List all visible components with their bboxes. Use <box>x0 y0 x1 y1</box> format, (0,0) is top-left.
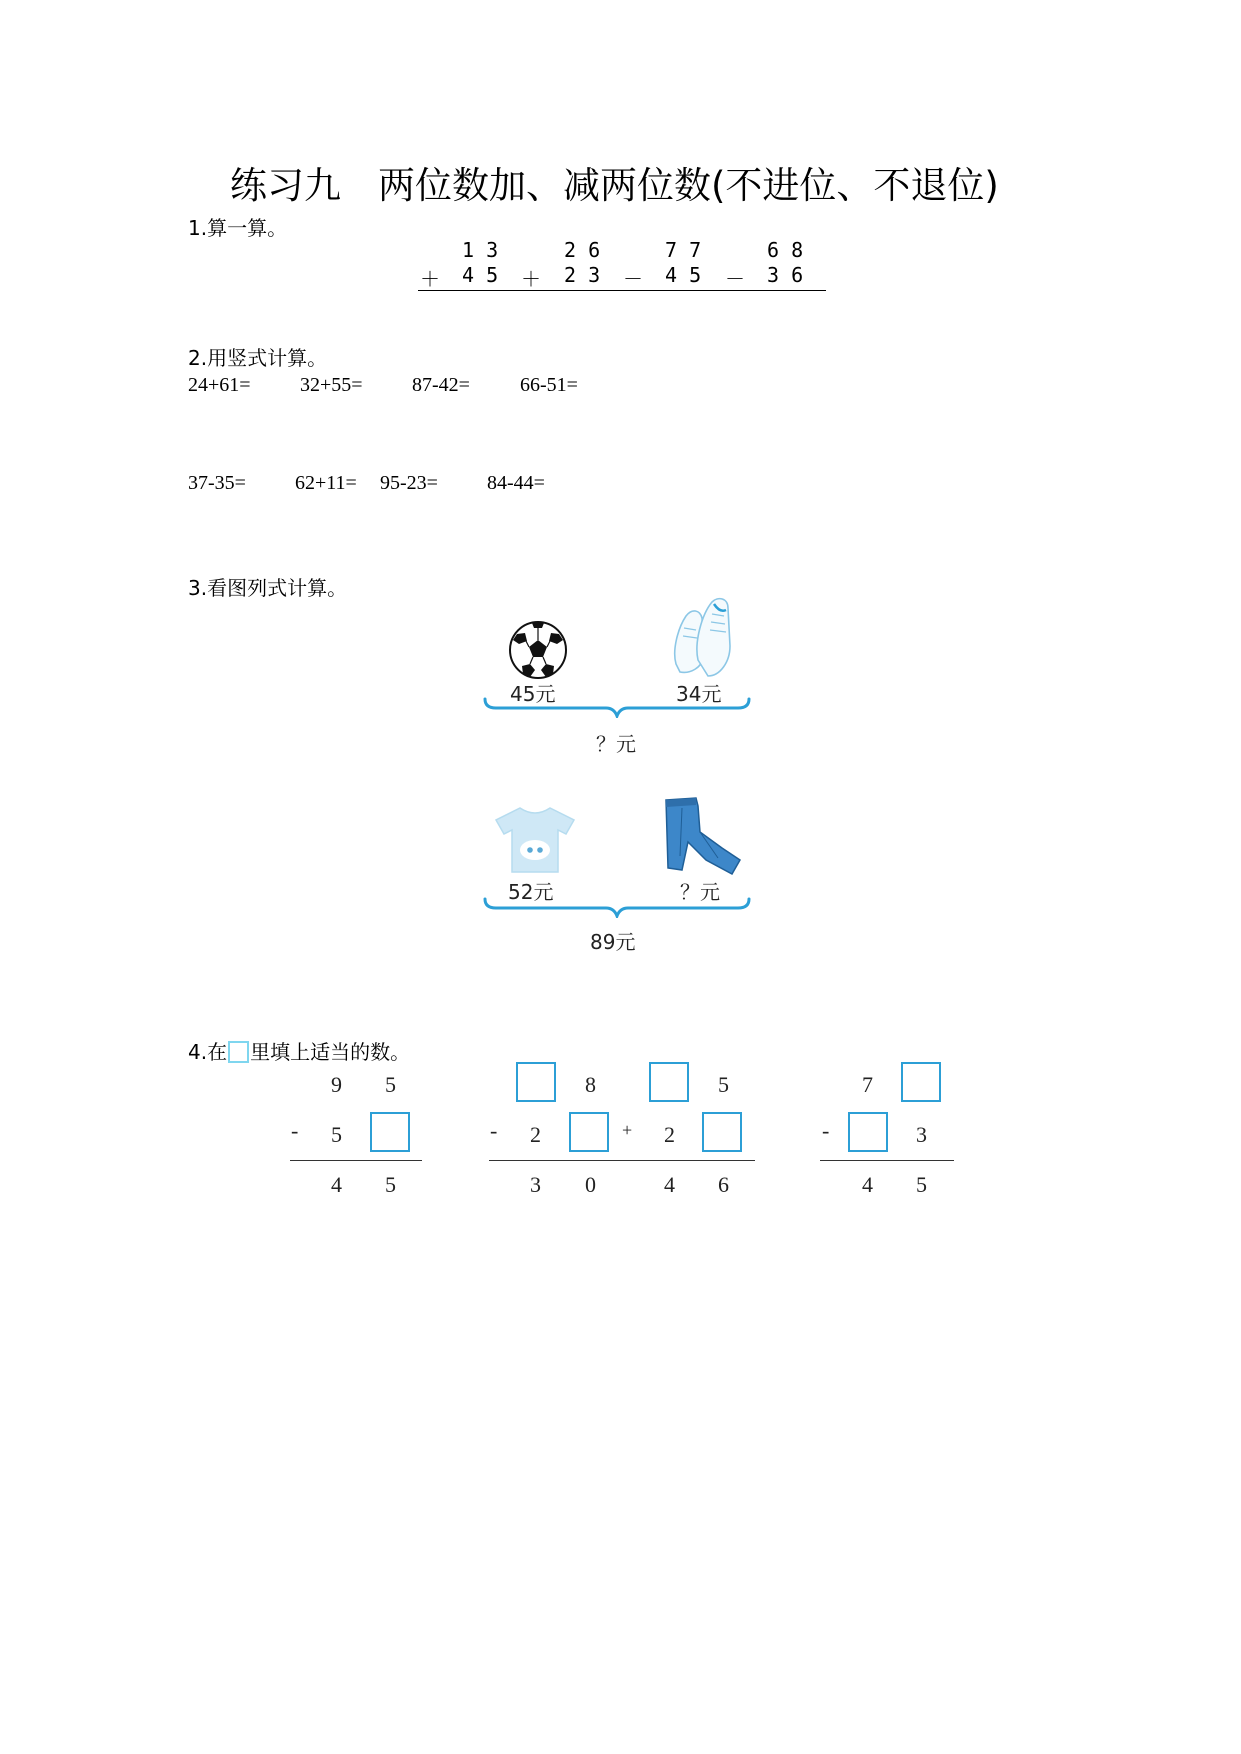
answer-box[interactable] <box>649 1062 689 1102</box>
equation: 24+61= <box>188 374 251 396</box>
digit: 4 <box>664 1172 675 1197</box>
equation: 66-51= <box>520 374 578 396</box>
plus-sign: + <box>622 1120 633 1140</box>
digit: 5 <box>385 1172 396 1197</box>
soccer-ball-icon <box>508 620 568 680</box>
section4-heading-part: 里填上适当的数。 <box>250 1040 411 1064</box>
problem1-bottom: 4 5 <box>462 263 499 287</box>
price-label: 52元 <box>508 880 554 904</box>
digit: 2 <box>664 1122 675 1147</box>
problem3-bottom: 4 5 <box>665 263 702 287</box>
equation: 87-42= <box>412 374 470 396</box>
section1-heading: 1.算一算。 <box>188 216 288 240</box>
digit: 6 <box>718 1172 729 1197</box>
problem2-bottom: 2 3 <box>564 263 601 287</box>
price-label: 34元 <box>676 682 722 706</box>
page-title: 练习九 两位数加、减两位数(不进位、不退位) <box>230 164 999 207</box>
answer-rule <box>418 290 826 291</box>
blank-box-icon <box>228 1041 249 1063</box>
price-label: ？元 <box>680 880 720 904</box>
problem3-operator: － <box>623 267 643 291</box>
brace-icon <box>482 696 752 718</box>
problem4-bottom: 3 6 <box>767 263 804 287</box>
problem4-operator: － <box>725 267 745 291</box>
minus-sign: - <box>822 1118 830 1143</box>
section3-heading: 3.看图列式计算。 <box>188 576 348 600</box>
digit: 4 <box>862 1172 873 1197</box>
answer-box[interactable] <box>516 1062 556 1102</box>
section4-heading <box>188 1036 410 1065</box>
digit: 3 <box>530 1172 541 1197</box>
pants-icon <box>662 796 742 878</box>
digit: 5 <box>718 1072 729 1097</box>
problem4-top: 6 8 <box>767 238 804 262</box>
digit: 5 <box>385 1072 396 1097</box>
equation: 62+11= <box>295 472 357 494</box>
section4-heading-part: 4.在 <box>188 1040 228 1064</box>
answer-rule <box>489 1160 755 1161</box>
total-label: ？元 <box>596 732 636 756</box>
digit: 8 <box>585 1072 596 1097</box>
price-label: 45元 <box>510 682 556 706</box>
digit: 0 <box>585 1172 596 1197</box>
answer-box[interactable] <box>901 1062 941 1102</box>
digit: 9 <box>331 1072 342 1097</box>
sneaker-icon <box>668 594 746 682</box>
equation: 37-35= <box>188 472 246 494</box>
problem2-top: 2 6 <box>564 238 601 262</box>
answer-box[interactable] <box>702 1112 742 1152</box>
equation: 95-23= <box>380 472 438 494</box>
problem1-operator: ＋ <box>420 267 440 291</box>
problem3-top: 7 7 <box>665 238 702 262</box>
brace-icon <box>482 896 752 918</box>
answer-rule <box>290 1160 422 1161</box>
digit: 2 <box>530 1122 541 1147</box>
answer-box[interactable] <box>848 1112 888 1152</box>
digit: 4 <box>331 1172 342 1197</box>
digit: 7 <box>862 1072 873 1097</box>
answer-box[interactable] <box>370 1112 410 1152</box>
digit: 3 <box>916 1122 927 1147</box>
answer-box[interactable] <box>569 1112 609 1152</box>
minus-sign: - <box>291 1118 299 1143</box>
equation: 32+55= <box>300 374 363 396</box>
equation: 84-44= <box>487 472 545 494</box>
problem1-top: 1 3 <box>462 238 499 262</box>
problem2-operator: ＋ <box>521 267 541 291</box>
digit: 5 <box>331 1122 342 1147</box>
answer-rule <box>820 1160 954 1161</box>
digit: 5 <box>916 1172 927 1197</box>
t-shirt-icon <box>494 804 576 874</box>
minus-sign: - <box>490 1118 498 1143</box>
total-label: 89元 <box>590 930 636 954</box>
section2-heading: 2.用竖式计算。 <box>188 346 328 370</box>
